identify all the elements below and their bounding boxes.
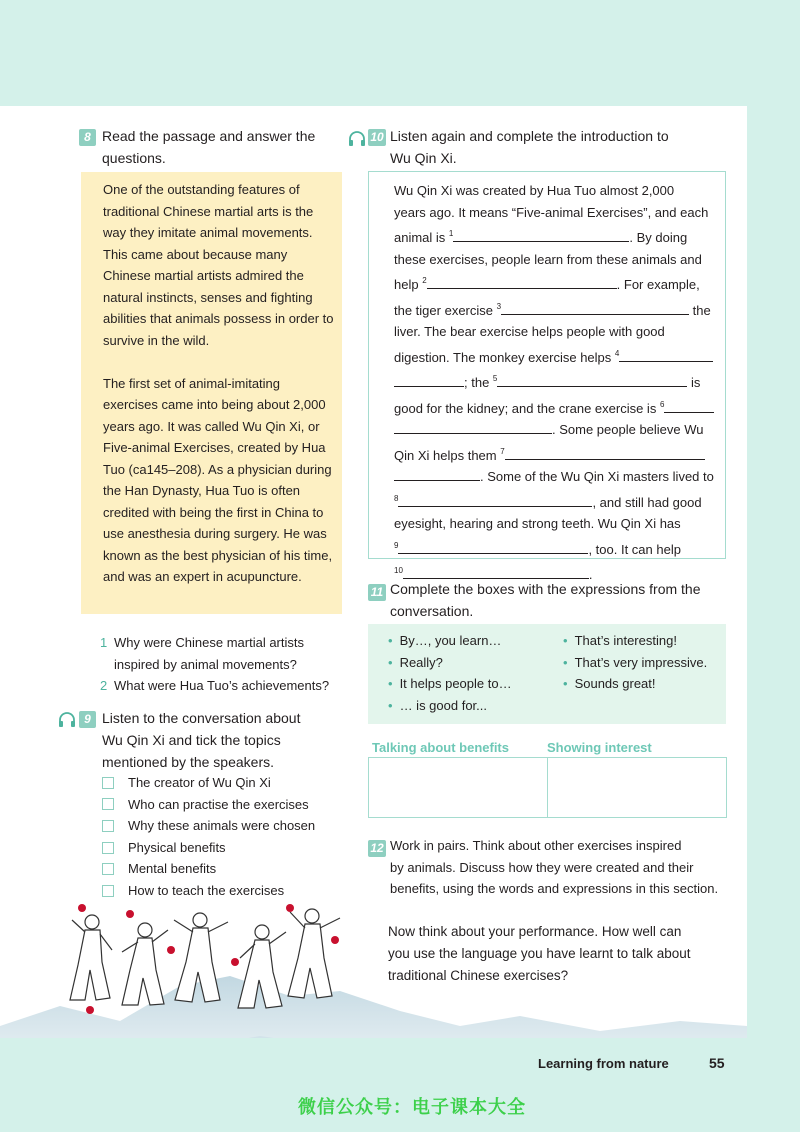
answer-cell-benefits[interactable] — [369, 758, 548, 817]
blank-4-continued[interactable] — [394, 373, 464, 387]
introduction-text-box: Wu Qin Xi was created by Hua Tuo almost 2,000 years ago. It means “Five-animal Exercises”, and each animal is $^1$ . By doing these exercises, people learn from these animals and help $^2$ . For example, the tiger exercise $^3$ the liver. The bear exercise helps people with good digestion. The monkey exercise helps $^4$ ; the $^5$ is good for the kidney; and the crane exercise is $^6$ . Some people believe Wu Qin Xi helps them $^7$ . Some of the Wu Qin Xi masters lived to $^8$ , and still had good eyesight, hearing and strong teeth. Wu Qin Xi has $^9$ , too. It can help $^{10}$ . — [368, 171, 726, 559]
topic-checklist — [102, 772, 315, 902]
blank-10[interactable] — [403, 565, 589, 579]
reflection-prompt: Now think about your performance. How well can you use the language you have learnt to talk about traditional Chinese exercises? — [388, 924, 691, 983]
topic-item[interactable]: Mental benefits — [102, 858, 315, 880]
exercise-11-title: Complete the boxes with the expressions from the conversation. — [390, 581, 701, 619]
reading-paragraph-2: The first set of animal-imitating exercises came into being about 2,000 years ago. It was called Wu Qin Xi, or Five-animal Exercises, created by Hua Tuo (ca145–208). As a physician during the Han Dynasty, Hua Tuo is often credited with being the first in China to use anesthesia during surgery. He was known as the best physician of his time, and was an expert in acupuncture. — [103, 375, 333, 584]
expressions-column-2: • That’s interesting! • That’s very impressive. • Sounds great! — [563, 630, 707, 695]
page-number: 55 — [709, 1055, 725, 1071]
header-talking-about-benefits: Talking about benefits — [372, 740, 509, 755]
blank-9[interactable] — [398, 540, 588, 554]
expressions-column-1: • By…, you learn… • Really? • It helps people to… • … is good for... — [388, 630, 512, 716]
exercise-8-title: Read the passage and answer the questions. — [102, 128, 316, 166]
blank-5[interactable] — [497, 373, 687, 387]
question-1: 1 Why were Chinese martial artists — [100, 635, 304, 650]
reading-paragraph-1: One of the outstanding features of traditional Chinese martial arts is the way they imitate animal movements. This came about because many Chinese martial artists admired the natural instincts, senses and fighting abilities that animals possess in order to survive in the wild. — [103, 182, 334, 348]
exercise-11-number: 11 — [368, 584, 386, 601]
topic-item[interactable]: Physical benefits — [102, 837, 315, 859]
exercise-9-number: 9 — [79, 711, 96, 728]
blank-6[interactable] — [664, 399, 714, 413]
blank-8[interactable] — [398, 493, 592, 507]
topic-item[interactable]: Why these animals were chosen — [102, 815, 315, 837]
blank-7-continued[interactable] — [394, 467, 480, 481]
topic-item[interactable]: Who can practise the exercises — [102, 794, 315, 816]
header-showing-interest: Showing interest — [547, 740, 652, 755]
checkbox[interactable] — [102, 798, 114, 810]
exercise-12-instructions: Work in pairs. Think about other exercises inspired by animals. Discuss how they were created and their benefits, using the words and expressions in this section. — [390, 838, 719, 896]
watermark-text: 微信公众号：电子课本大全 — [298, 1097, 526, 1117]
blank-2[interactable] — [427, 275, 617, 289]
answer-table — [368, 757, 727, 818]
checkbox[interactable] — [102, 820, 114, 832]
topic-item[interactable]: How to teach the exercises — [102, 880, 315, 902]
exercise-12-number: 12 — [368, 840, 386, 857]
unit-title: Learning from nature — [538, 1056, 669, 1071]
checkbox[interactable] — [102, 863, 114, 875]
checkbox[interactable] — [102, 777, 114, 789]
expressions-box — [368, 624, 726, 724]
question-2: 2 What were Hua Tuo’s achievements? — [100, 678, 330, 693]
checkbox[interactable] — [102, 842, 114, 854]
blank-3[interactable] — [501, 301, 689, 315]
wu-qin-xi-figures-illustration — [50, 900, 350, 1025]
reading-passage — [81, 172, 342, 614]
exercise-10-number: 10 — [368, 129, 386, 146]
answer-cell-interest[interactable] — [548, 758, 726, 817]
headphone-icon — [58, 712, 76, 727]
blank-6-continued[interactable] — [394, 420, 552, 434]
question-list: 1 Why were Chinese martial artists inspired by animal movements? 2 What were Hua Tuo’s achievements? — [100, 632, 329, 697]
exercise-10-title: Listen again and complete the introduction to Wu Qin Xi. — [390, 128, 669, 166]
topic-item[interactable]: The creator of Wu Qin Xi — [102, 772, 315, 794]
blank-4[interactable] — [619, 348, 713, 362]
blank-7[interactable] — [505, 446, 705, 460]
exercise-8-number: 8 — [79, 129, 96, 146]
exercise-9-title: Listen to the conversation about Wu Qin Xi and tick the topics mentioned by the speakers. — [102, 710, 301, 770]
checkbox[interactable] — [102, 885, 114, 897]
blank-1[interactable] — [453, 228, 629, 242]
headphone-icon — [348, 131, 366, 146]
